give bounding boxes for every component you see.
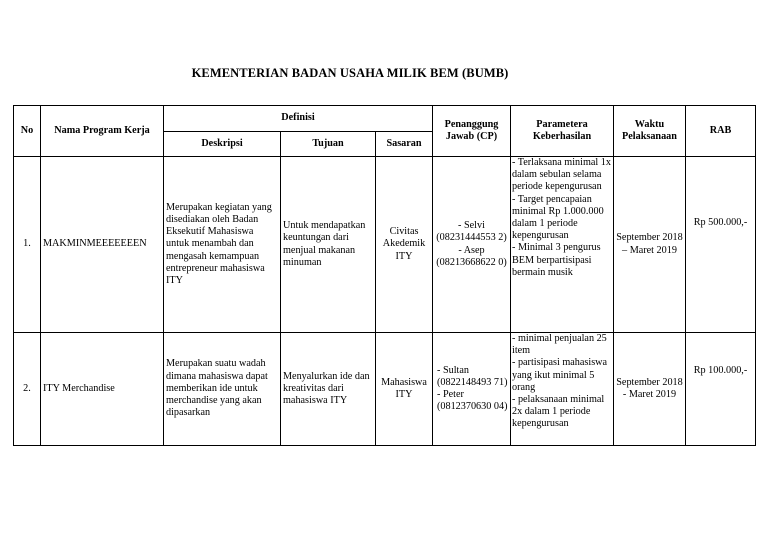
header-tujuan: Tujuan xyxy=(281,132,376,157)
row-sasaran: Mahasiswa ITY xyxy=(376,333,433,446)
row-parameter xyxy=(511,157,614,333)
row-penanggung-jawab xyxy=(433,157,511,333)
pj-contact: - Sultan (0822148493 71) xyxy=(437,364,508,388)
document-title: KEMENTERIAN BADAN USAHA MILIK BEM (BUMB) xyxy=(191,66,509,80)
pj-contact: - Asep (08213668622 0) xyxy=(436,244,507,268)
table-row xyxy=(14,157,756,333)
row-nama: ITY Merchandise xyxy=(41,333,164,446)
header-parameter: Parametera Keberhasilan xyxy=(511,106,614,157)
row-waktu: September 2018 - Maret 2019 xyxy=(614,333,686,446)
row-rab: Rp 100.000,- xyxy=(686,333,756,446)
header-sasaran: Sasaran xyxy=(376,132,433,157)
header-no: No xyxy=(14,106,41,157)
parameter-item: - minimal penjualan 25 item xyxy=(512,333,607,357)
row-nama: MAKMINMEEEEEEEN xyxy=(41,157,164,333)
row-tujuan: Menyalurkan ide dan kreativitas dari mahasiswa ITY xyxy=(281,333,376,446)
row-parameter xyxy=(511,333,614,446)
row-deskripsi: Merupakan suatu wadah dimana mahasiswa dapat memberikan ide untuk merchandise yang akan dipasarkan xyxy=(164,333,281,446)
row-no: 2. xyxy=(14,333,41,446)
pj-contact: - Peter (0812370630 04) xyxy=(437,389,508,413)
parameter-item: - Target pencapaian minimal Rp 1.000.000 dalam 1 periode kepengurusan xyxy=(512,193,604,242)
header-definisi: Definisi xyxy=(164,106,433,132)
header-rab: RAB xyxy=(686,106,756,157)
header-waktu: Waktu Pelaksanaan xyxy=(614,106,686,157)
parameter-item: - Minimal 3 pengurus BEM berpartisipasi bermain musik xyxy=(512,242,601,278)
header-deskripsi: Deskripsi xyxy=(164,132,281,157)
row-rab: Rp 500.000,- xyxy=(686,157,756,333)
row-no: 1. xyxy=(14,157,41,333)
header-penanggung-jawab: Penanggung Jawab (CP) xyxy=(433,106,511,157)
row-penanggung-jawab xyxy=(433,333,511,446)
row-tujuan: Untuk mendapatkan keuntungan dari menjual makanan minuman xyxy=(281,157,376,333)
row-waktu: September 2018 – Maret 2019 xyxy=(614,157,686,333)
header-row-1 xyxy=(14,106,756,132)
parameter-item: - Terlaksana minimal 1x dalam sebulan selama periode kepengurusan xyxy=(512,157,611,193)
header-nama: Nama Program Kerja xyxy=(41,106,164,157)
table-row xyxy=(14,333,756,446)
program-table xyxy=(13,105,756,446)
parameter-item: - partisipasi mahasiswa yang ikut minimal 5 orang xyxy=(512,357,608,393)
row-sasaran: Civitas Akedemik ITY xyxy=(376,157,433,333)
parameter-item: - pelaksanaan minimal 2x dalam 1 periode kepengurusan xyxy=(512,394,605,430)
pj-contact: - Selvi (08231444553 2) xyxy=(436,220,507,244)
row-deskripsi: Merupakan kegiatan yang disediakan oleh Badan Eksekutif Mahasiswa untuk menambah dan mengasah kemampuan entrepreneur mahasiswa ITY xyxy=(164,157,281,333)
